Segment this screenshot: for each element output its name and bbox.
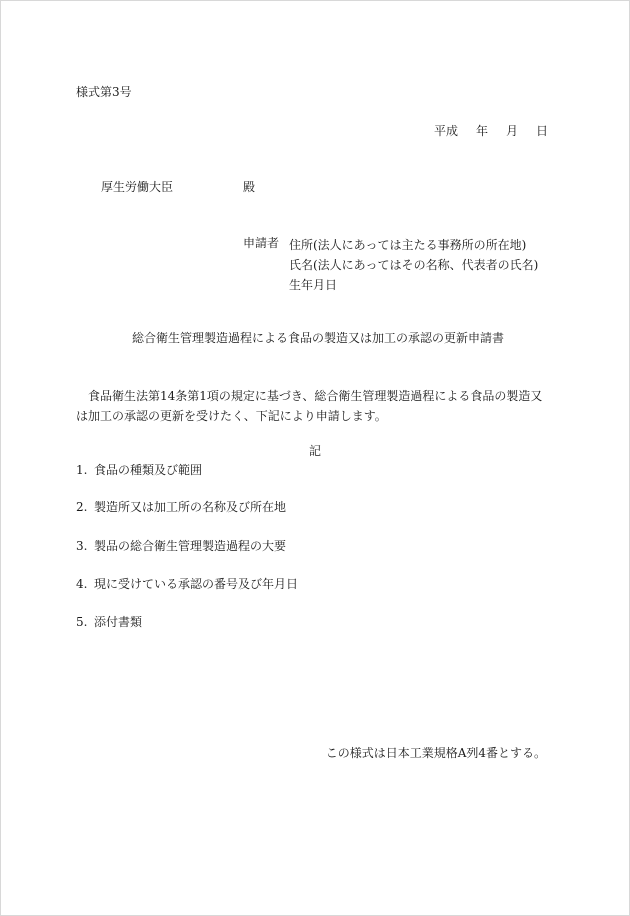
body-text: 食品衛生法第14条第1項の規定に基づき、総合衛生管理製造過程による食品の製造又は加工の承認の更新を受けたく、下記により申請します。 xyxy=(76,389,543,423)
list-item xyxy=(76,538,286,554)
item-text: 製品の総合衛生管理製造過程の大要 xyxy=(94,539,287,553)
footnote: この様式は日本工業規格A列4番とする。 xyxy=(325,746,546,760)
item-text: 食品の種類及び範囲 xyxy=(94,463,203,477)
item-text: 現に受けている承認の番号及び年月日 xyxy=(94,577,299,591)
addressee-honorific: 殿 xyxy=(243,180,256,194)
addressee xyxy=(101,179,255,195)
date-line xyxy=(434,123,548,139)
date-day: 日 xyxy=(535,124,548,138)
item-number: 2. xyxy=(76,500,88,514)
ki-heading: 記 xyxy=(308,444,321,458)
form-number: 様式第3号 xyxy=(76,85,132,99)
item-number: 1. xyxy=(76,463,88,477)
applicant-name: 氏名(法人にあってはその名称、代表者の氏名) xyxy=(289,258,539,272)
item-text: 製造所又は加工所の名称及び所在地 xyxy=(94,500,287,514)
item-number: 5. xyxy=(76,615,88,629)
applicant-address: 住所(法人にあっては主たる事務所の所在地) xyxy=(289,238,527,252)
item-number: 4. xyxy=(76,577,88,591)
item-number: 3. xyxy=(76,539,88,553)
list-item xyxy=(76,499,286,515)
applicant-birthdate: 生年月日 xyxy=(289,278,338,292)
addressee-name: 厚生労働大臣 xyxy=(101,180,174,194)
document-title: 総合衛生管理製造過程による食品の製造又は加工の承認の更新申請書 xyxy=(132,331,505,345)
list-item xyxy=(76,462,202,478)
date-year: 年 xyxy=(475,124,488,138)
list-item xyxy=(76,576,298,592)
list-item xyxy=(76,614,142,630)
date-month: 月 xyxy=(505,124,518,138)
item-text: 添付書類 xyxy=(94,615,143,629)
date-era: 平成 xyxy=(433,124,458,138)
applicant-label: 申請者 xyxy=(243,236,280,250)
applicant-details xyxy=(289,235,538,295)
